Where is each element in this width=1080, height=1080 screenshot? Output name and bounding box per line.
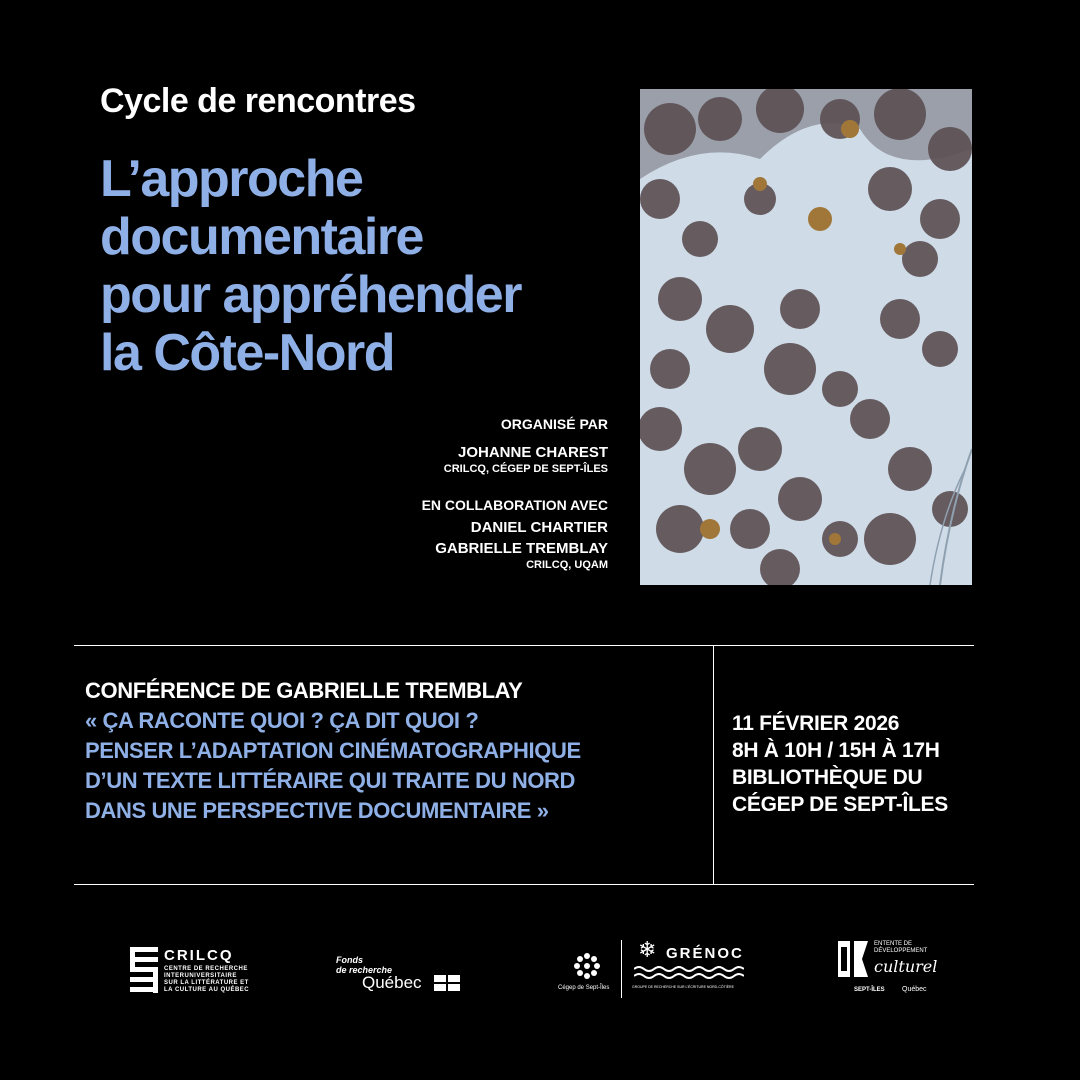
divider-bottom: [74, 884, 974, 885]
divider-vertical: [713, 645, 714, 885]
crilcq-line: INTERUNIVERSITAIRE: [164, 973, 237, 979]
crilcq-line: LA CULTURE AU QUÉBEC: [164, 987, 250, 993]
organizer-name: JOHANNE CHAREST: [457, 444, 608, 461]
series-kicker: Cycle de rencontres: [100, 82, 416, 120]
cegep-name: Cégep de Sept-Îles: [558, 985, 610, 991]
grenoc-name: GRÉNOC: [666, 945, 744, 962]
event-times: 8H À 10H / 15H À 17H: [732, 739, 940, 762]
conference-heading: CONFÉRENCE DE GABRIELLE TREMBLAY: [85, 678, 523, 703]
grenoc-subtitle: GROUPE DE RECHERCHE SUR L’ÉCRITURE NORD-CÔTIÈRE: [632, 985, 734, 989]
cegep-sept-iles-logo: [558, 935, 618, 1005]
collaborator-name: GABRIELLE TREMBLAY: [435, 540, 608, 557]
event-title: [100, 150, 640, 382]
title-line: L’approche: [100, 150, 363, 208]
organized-by-label: ORGANISÉ PAR: [500, 416, 608, 432]
grenoc-logo: [632, 935, 747, 1005]
waves-icon: [634, 965, 744, 981]
collaboration-label: EN COLLABORATION AVEC: [421, 497, 608, 513]
crilcq-name: CRILCQ: [164, 947, 234, 964]
collaborator-affiliation: CRILCQ, UQAM: [526, 559, 608, 571]
conference-quote-line: PENSER L’ADAPTATION CINÉMATOGRAPHIQUE: [85, 738, 581, 763]
entente-quebec: Québec: [902, 986, 927, 993]
event-date: 11 FÉVRIER 2026: [732, 712, 900, 735]
title-line: la Côte-Nord: [100, 324, 394, 382]
quebec-flag-icon: [434, 975, 462, 991]
event-place-line: CÉGEP DE SEPT-ÎLES: [732, 793, 948, 816]
crilcq-mark-icon: [130, 947, 158, 993]
entente-developpement-culturel-logo: [836, 935, 946, 1005]
title-line: pour appréhender: [100, 266, 521, 324]
organizer-affiliation: CRILCQ, CÉGEP DE SEPT-ÎLES: [443, 463, 608, 475]
frq-line: de recherche: [336, 965, 393, 975]
snowy-forest-aerial-photo: [640, 89, 972, 585]
crilcq-line: CENTRE DE RECHERCHE: [164, 966, 248, 972]
collaborator-name: DANIEL CHARTIER: [470, 519, 608, 536]
conference-quote-line: D’UN TEXTE LITTÉRAIRE QUI TRAITE DU NORD: [85, 768, 576, 793]
organizers-block: [422, 416, 608, 571]
title-line: documentaire: [100, 208, 423, 266]
divider-top: [74, 645, 974, 646]
cegep-emblem-icon: [570, 949, 604, 983]
event-details: [732, 710, 948, 818]
conference-quote-line: « ÇA RACONTE QUOI ? ÇA DIT QUOI ?: [85, 708, 479, 733]
crilcq-logo: [130, 935, 270, 1005]
conference-block: [85, 676, 705, 826]
frq-text: [336, 955, 392, 975]
forest-illustration: [640, 89, 972, 585]
entente-line: ENTENTE DE: [874, 941, 913, 947]
entente-line: DÉVELOPPEMENT: [874, 948, 928, 954]
entente-script: culturel: [874, 957, 938, 976]
sept-iles-emblem-icon: [836, 939, 870, 979]
entente-text: [874, 941, 927, 955]
event-place-line: BIBLIOTHÈQUE DU: [732, 766, 923, 789]
frq-quebec-word: Québec: [362, 973, 422, 992]
frq-line: Fonds: [336, 955, 363, 965]
crilcq-subtitle: [164, 966, 249, 994]
fonds-recherche-quebec-logo: [336, 935, 466, 1005]
logo-separator: [621, 940, 622, 998]
entente-city: SEPT-ÎLES: [854, 987, 885, 993]
crilcq-line: SUR LA LITTÉRATURE ET: [164, 980, 249, 986]
conference-quote-line: DANS UNE PERSPECTIVE DOCUMENTAIRE »: [85, 798, 549, 823]
snowflake-icon: ❄: [638, 937, 657, 962]
